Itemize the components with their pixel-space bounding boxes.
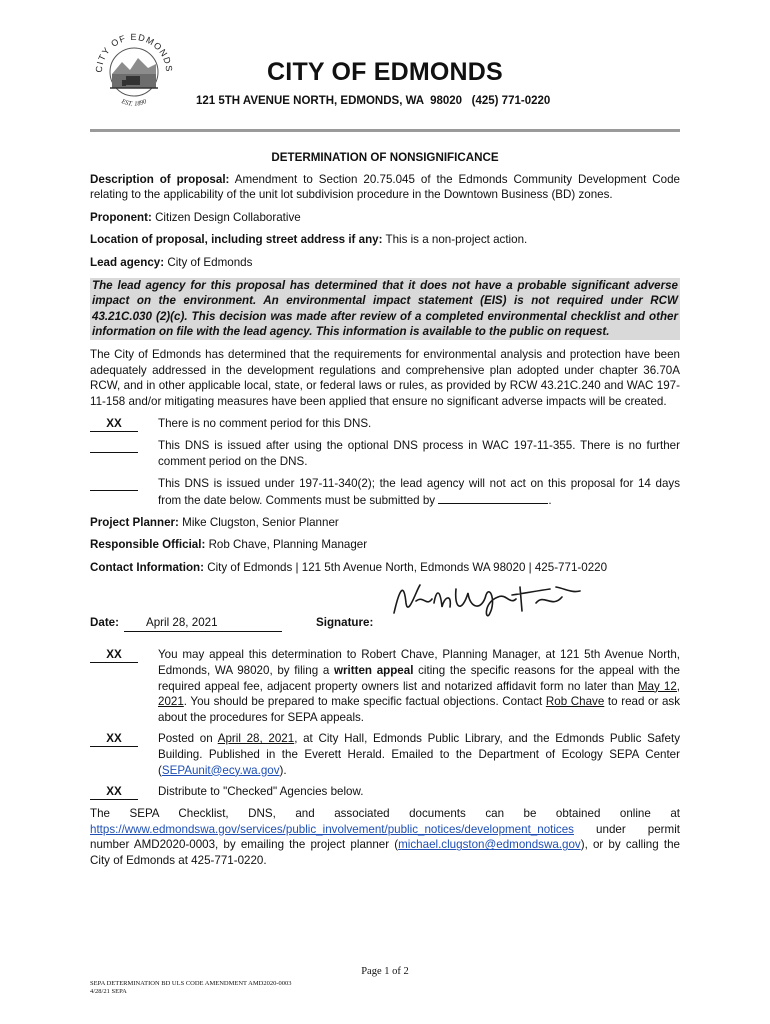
svg-text:CITY OF EDMONDS: CITY OF EDMONDS bbox=[93, 31, 175, 73]
description-label: Description of proposal: bbox=[90, 172, 230, 186]
proponent-line bbox=[90, 210, 680, 226]
date-label: Date: bbox=[90, 616, 119, 630]
option-text bbox=[158, 476, 680, 509]
posted-date: April 28, 2021 bbox=[217, 732, 295, 746]
posted-option bbox=[90, 731, 680, 778]
distribute-text: Distribute to "Checked" Agencies below. bbox=[158, 785, 364, 799]
option-text-b: . bbox=[548, 494, 552, 508]
official-text: Rob Chave, Planning Manager bbox=[208, 538, 368, 552]
appeal-option bbox=[90, 647, 680, 725]
option-optional-process bbox=[90, 438, 680, 469]
option-mark: XX bbox=[90, 417, 138, 432]
option-text: There is no comment period for this DNS. bbox=[158, 417, 372, 431]
header-address: 121 5TH AVENUE NORTH, EDMONDS, WA 98020 (425) 771-0220 bbox=[196, 95, 551, 107]
planner-label: Project Planner: bbox=[90, 515, 179, 529]
lead-agency-line bbox=[90, 255, 680, 271]
option-mark: XX bbox=[90, 732, 138, 747]
page-title: CITY OF EDMONDS bbox=[267, 58, 503, 86]
signature-label: Signature: bbox=[316, 616, 374, 630]
appeal-deadline: May 12, 2021 bbox=[158, 679, 680, 709]
development-notices-link[interactable]: https://www.edmondswa.gov/services/public_involvement/public_notices/development_notices bbox=[90, 822, 574, 836]
location-text: This is a non-project action. bbox=[385, 233, 528, 247]
planner-email-link[interactable]: michael.clugston@edmondswa.gov bbox=[398, 838, 581, 852]
document-heading: DETERMINATION OF NONSIGNIFICANCE bbox=[271, 151, 499, 164]
option-mark: XX bbox=[90, 785, 138, 800]
posted-text: Posted on April 28, 2021, at City Hall, Edmonds Public Library, and the Edmonds Public Safety Building. Published in the Everett Herald. Emailed to the Department of Ecology SEPA Center (SEPAunit@ecy.wa.gov). bbox=[158, 732, 680, 777]
option-no-comment bbox=[90, 416, 680, 432]
svg-text:EST. 1890: EST. 1890 bbox=[120, 98, 148, 108]
contact-text: City of Edmonds | 121 5th Avenue North, Edmonds WA 98020 | 425-771-0220 bbox=[207, 560, 608, 574]
appeal-contact: Rob Chave bbox=[545, 695, 605, 709]
footer-reference bbox=[90, 980, 292, 996]
appeal-text: You may appeal this determination to Robert Chave, Planning Manager, at 121 5th Avenue North, Edmonds, WA 98020, by filing a written appeal citing the specific reasons for the appeal with the required appeal fee, adjacent property owners list and notarized affidavit form no later than May 12, 2021. You should be prepared to make specific factual objections. Contact Rob Chave to read or ask about the procedures for SEPA appeals. bbox=[158, 648, 681, 724]
option-mark bbox=[90, 438, 138, 453]
contact-label: Contact Information: bbox=[90, 560, 204, 574]
option-comment-period bbox=[90, 476, 680, 509]
official-label: Responsible Official: bbox=[90, 538, 206, 552]
option-mark: XX bbox=[90, 648, 138, 663]
proponent-label: Proponent: bbox=[90, 210, 152, 224]
footer-ref-line1: SEPA DETERMINATION BD ULS CODE AMENDMENT AMD2020-0003 bbox=[90, 980, 292, 987]
document-body bbox=[90, 150, 680, 876]
official-line bbox=[90, 537, 680, 553]
option-text: This DNS is issued after using the optional DNS process in WAC 197-11-355. There is no further comment period on the DNS. bbox=[158, 439, 680, 468]
analysis-paragraph: The City of Edmonds has determined that the requirements for environmental analysis and protection have been adequately addressed in the development regulations and comprehensive plan adopted under chapter 36.70A RCW, and in other applicable local, state, or federal laws or rules, as provided by RCW 43.21C.240 and WAC 197-11-158 and/or mitigating measures have been applied that ensure no significant adverse impacts will be created. bbox=[90, 347, 680, 408]
proponent-text: Citizen Design Collaborative bbox=[155, 210, 301, 224]
page-number: Page 1 of 2 bbox=[361, 966, 409, 977]
header-divider bbox=[90, 129, 680, 132]
date-signature-row bbox=[90, 585, 680, 633]
option-mark bbox=[90, 476, 138, 491]
closing-paragraph: The SEPA Checklist, DNS, and associated documents can be obtained online at https://www.edmondswa.gov/services/public_involvement/public_notices/development_notices under permit number AMD2020-0003, by emailing the project planner (michael.clugston@edmondswa.gov), or by calling the City of Edmonds at 425-771-0220. bbox=[90, 807, 680, 867]
written-appeal-text: written appeal bbox=[334, 664, 414, 678]
description-paragraph bbox=[90, 172, 680, 203]
sepa-email-link[interactable]: SEPAunit@ecy.wa.gov bbox=[161, 763, 280, 777]
lead-agency-label: Lead agency: bbox=[90, 255, 165, 269]
location-label: Location of proposal, including street address if any: bbox=[90, 233, 383, 247]
footer-ref-line2: 4/28/21 SEPA bbox=[90, 988, 127, 995]
planner-text: Mike Clugston, Senior Planner bbox=[182, 515, 339, 529]
description-text: Amendment to Section 20.75.045 of the Edmonds Community Development Code relating to the applicability of the unit lot subdivision procedure in the Downtown Business (BD) zones. bbox=[90, 172, 680, 202]
contact-line bbox=[90, 560, 680, 576]
location-line bbox=[90, 232, 680, 248]
planner-line bbox=[90, 515, 680, 531]
determination-statement: The lead agency for this proposal has determined that it does not have a probable significant adverse impact on the environment. An environmental impact statement (EIS) is not required under RCW 43.21C.030 (2)(c). This decision was made after review of a completed environmental checklist and other information on file with the lead agency. This information is available to the public on request. bbox=[92, 278, 678, 339]
lead-agency-text: City of Edmonds bbox=[167, 255, 253, 269]
option-text-a: This DNS is issued under 197-11-340(2); the lead agency will not act on this proposal for 14 days from the date below. Comments must be submitted by bbox=[158, 476, 680, 508]
comment-deadline-blank bbox=[438, 491, 548, 504]
handwritten-signature bbox=[386, 573, 586, 629]
date-value: April 28, 2021 bbox=[124, 615, 282, 632]
distribute-option bbox=[90, 784, 680, 800]
